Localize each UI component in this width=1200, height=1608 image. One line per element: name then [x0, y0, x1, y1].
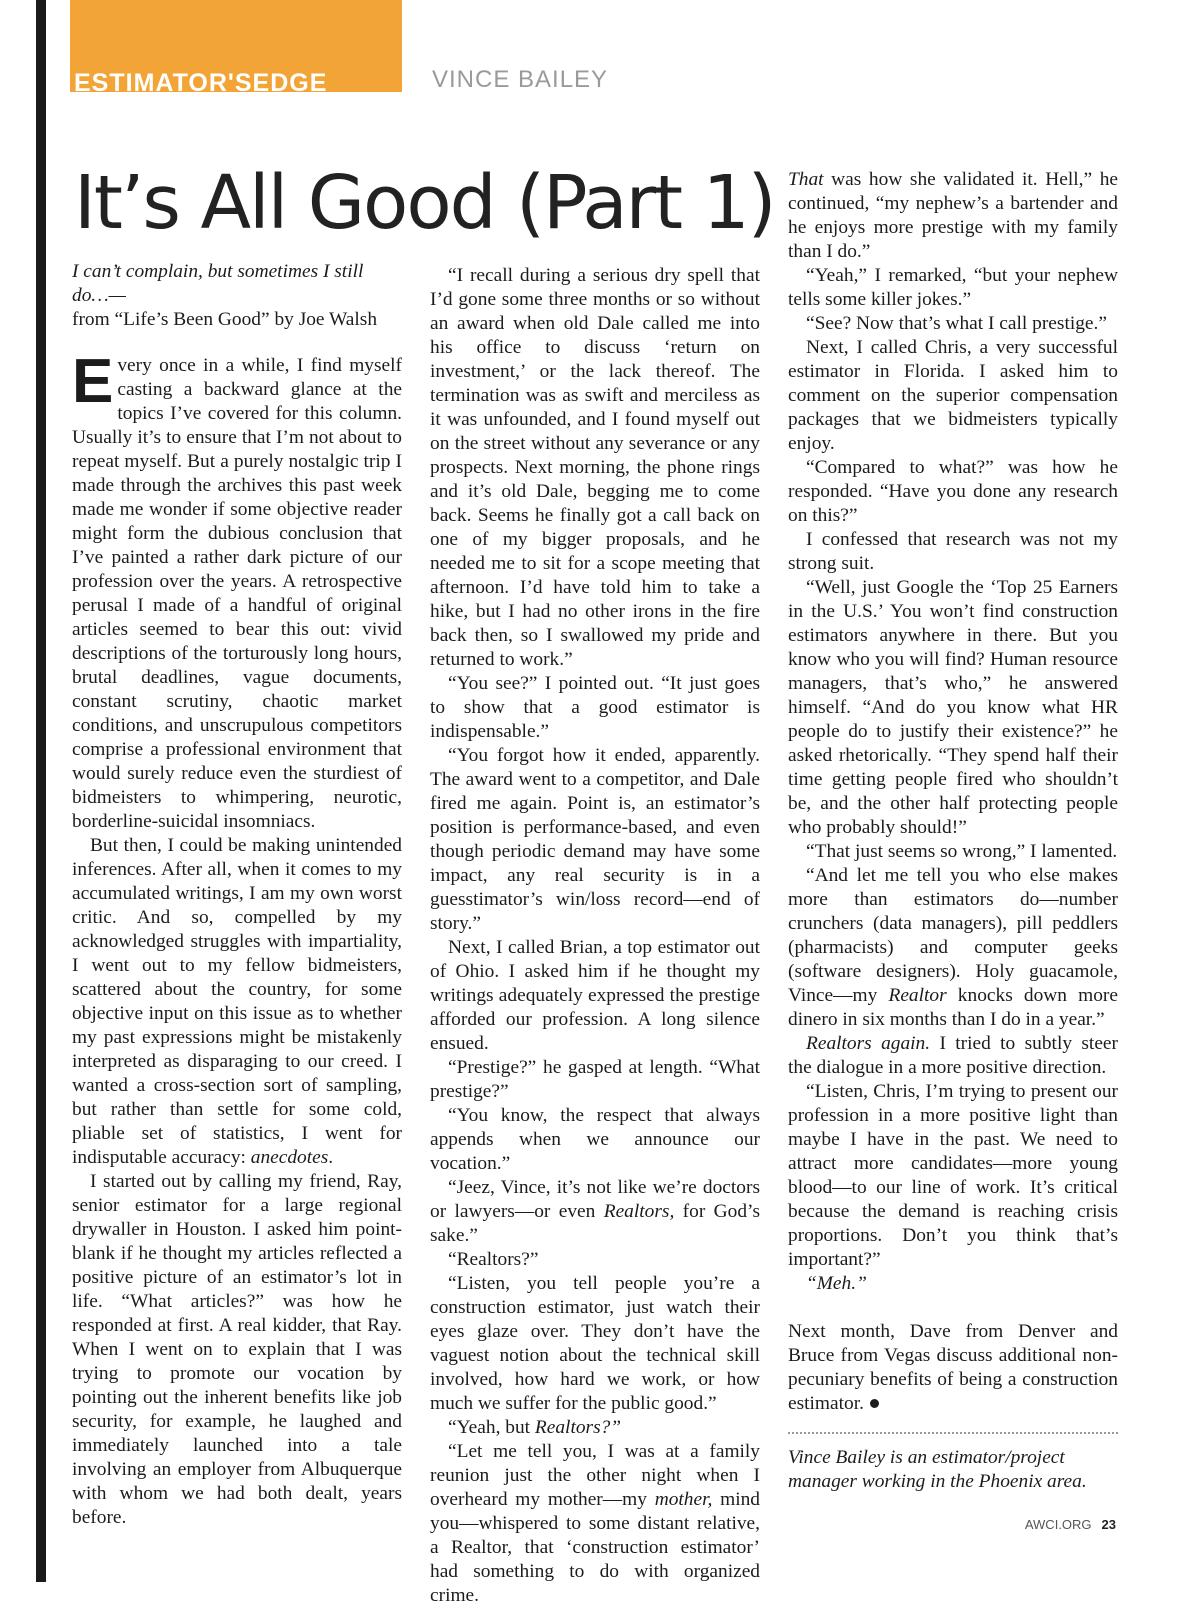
paragraph: “Let me tell you, I was at a family reunion just the other night when I overheard my mother—my mother, mind you—whispered to some distant relative, a Realtor, that ‘construction estimator’ had something to do with organized crime. [430, 1441, 760, 1606]
footer-site: AWCI.ORG [1024, 1517, 1092, 1532]
drop-cap: E [72, 347, 114, 416]
paragraph: “Compared to what?” was how he responded. “Have you done any research on this?” [788, 457, 1118, 526]
author-bio: Vince Bailey is an estimator/project manager working in the Phoenix area. [788, 1447, 1087, 1492]
paragraph: “Listen, Chris, I’m trying to present our profession in a more positive light than maybe I have in the past. We need to attract more candidates—more young blood—to our line of work. It’s critical because the demand is reaching crisis proportions. Don’t you think that’s important?” [788, 1081, 1118, 1270]
paragraph: “You know, the respect that always appends when we announce our vocation.” [430, 1105, 760, 1174]
paragraph: “You see?” I pointed out. “It just goes to show that a good estimator is indispensable.” [430, 673, 760, 742]
paragraph: “And let me tell you who else makes more than estimators do—number crunchers (data managers), pill peddlers (pharmacists) and computer geeks (software designers). Holy guacamole, Vince—my Realtor knocks down more dinero in six months than I do in a year.” [788, 865, 1118, 1030]
paragraph: Realtors again. I tried to subtly steer the dialogue in a more positive direction. [788, 1033, 1118, 1078]
paragraph: But then, I could be making unintended inferences. After all, when it comes to my accumulated writings, I am my own worst critic. And so, compelled by my acknowledged struggles with impartiality, I went out to my fellow bidmeisters, scattered about the country, for some objective input on this issue as to whether my past expressions might be mistakenly interpreted as disparaging to our creed. I wanted a cross-section sort of sampling, but rather than settle for some cold, pliable set of statistics, I went for indisputable accuracy: anecdotes. [72, 835, 402, 1168]
paragraph: “You forgot how it ended, apparently. The award went to a competitor, and Dale fired me again. Point is, an estimator’s position is performance-based, and even though periodic demand may have some impact, any real security is in a guesstimator’s win/loss record—end of story.” [430, 745, 760, 934]
paragraph: “See? Now that’s what I call prestige.” [806, 313, 1107, 334]
paragraph: Every once in a while, I find myself casting a backward glance at the topics I’ve covered for this column. Usually it’s to ensure that I’m not about to repeat myself. But a purely nostalgic trip I made through the archives this past week made me wonder if some objective reader might form the dubious conclusion that I’ve painted a rather dark picture of our profession over the years. A retrospective perusal I made of a handful of original articles seemed to bear this out: vivid descriptions of the torturously long hours, brutal deadlines, vague documents, constant scrutiny, chaotic market conditions, and unscrupulous competitors comprise a professional environment that would surely reduce even the sturdiest of bidmeisters to whimpering, neurotic, borderline-suicidal insomniacs. [72, 347, 402, 832]
paragraph: “Prestige?” he gasped at length. “What prestige?” [430, 1057, 760, 1102]
end-mark-icon [870, 1399, 879, 1408]
department-banner [70, 0, 402, 92]
paragraph: “Meh.” [806, 1273, 867, 1294]
paragraph: “I recall during a serious dry spell that I’d gone some three months or so without an award when old Dale called me into his office to discuss ‘return on investment,’ or the lack thereof. The termination was as swift and merciless as it was unfounded, and I found myself out on the street without any severance or any prospects. Next morning, the phone rings and it’s old Dale, begging me to come back. Seems he finally got a call back on one of my bigger proposals, and he needed me to sit for a scope meeting that afternoon. I’d have told him to take a hike, but I had no other irons in the fire back then, so I swallowed my pride and returned to work.” [430, 265, 760, 670]
page-footer [1025, 1517, 1116, 1532]
dotted-divider [788, 1432, 1118, 1434]
spacer [788, 1296, 1118, 1320]
paragraph: “Jeez, Vince, it’s not like we’re doctors or lawyers—or even Realtors, for God’s sake.” [430, 1177, 760, 1246]
paragraph: Next, I called Brian, a top estimator out of Ohio. I asked him if he thought my writings adequately expressed the prestige afforded our profession. A long silence ensued. [430, 937, 760, 1054]
paragraph: I started out by calling my friend, Ray, senior estimator for a large regional drywaller in Houston. I asked him point-blank if he thought my articles reflected a positive picture of an estimator’s lot in life. “What articles?” was how he responded at first. A real kidder, that Ray. When I went on to explain that I was trying to promote our vocation by pointing out the inherent benefits like job security, for example, he laughed and immediately launched into a tale involving an employer from Albuquerque with whom we had both dealt, years before. [72, 1171, 402, 1528]
department-label [74, 69, 327, 92]
next-month-teaser: Next month, Dave from Denver and Bruce from Vegas discuss additional non-pecuniary benefits of being a construction estimator. [788, 1321, 1118, 1414]
column-3 [788, 168, 1118, 1494]
column-2 [430, 264, 760, 1608]
department-label-part2: EDGE [252, 69, 328, 92]
paragraph: “Yeah,” I remarked, “but your nephew tells some killer jokes.” [788, 265, 1118, 310]
page-number: 23 [1101, 1517, 1116, 1532]
paragraph: “Yeah, but Realtors?” [448, 1417, 622, 1438]
page-spine-bar [36, 0, 46, 1582]
epigraph-source: from “Life’s Been Good” by Joe Walsh [72, 309, 378, 330]
paragraph: “That just seems so wrong,” I lamented. [806, 841, 1118, 862]
department-label-part1: ESTIMATOR'S [74, 69, 253, 92]
paragraph: “Realtors?” [448, 1249, 539, 1270]
paragraph-continued: That was how she validated it. Hell,” he continued, “my nephew’s a bartender and he enjoys more prestige with my family than I do.” [788, 169, 1118, 262]
paragraph: Next, I called Chris, a very successful estimator in Florida. I asked him to comment on the superior compensation packages that we bidmeisters typically enjoy. [788, 337, 1118, 454]
paragraph: “Listen, you tell people you’re a construction estimator, just watch their eyes glaze over. They don’t have the vaguest notion about the technical skill involved, how hard we work, or how much we suffer for the public good.” [430, 1273, 760, 1414]
paragraph: I confessed that research was not my strong suit. [788, 529, 1118, 574]
article-title: It’s All Good (Part 1) [74, 160, 775, 246]
column-1 [72, 260, 402, 1530]
epigraph-quote: I can’t complain, but sometimes I still do…— [72, 261, 364, 306]
paragraph: “Well, just Google the ‘Top 25 Earners in the U.S.’ You won’t find construction estimators anywhere in there. But you know who you will find? Human resource managers, that’s who,” he answered himself. “And do you know what HR people do to justify their existence?” he asked rhetorically. “They spend half their time getting people fired who shouldn’t be, and the other half protecting people who probably should!” [788, 577, 1118, 838]
author-byline: VINCE BAILEY [432, 66, 609, 93]
